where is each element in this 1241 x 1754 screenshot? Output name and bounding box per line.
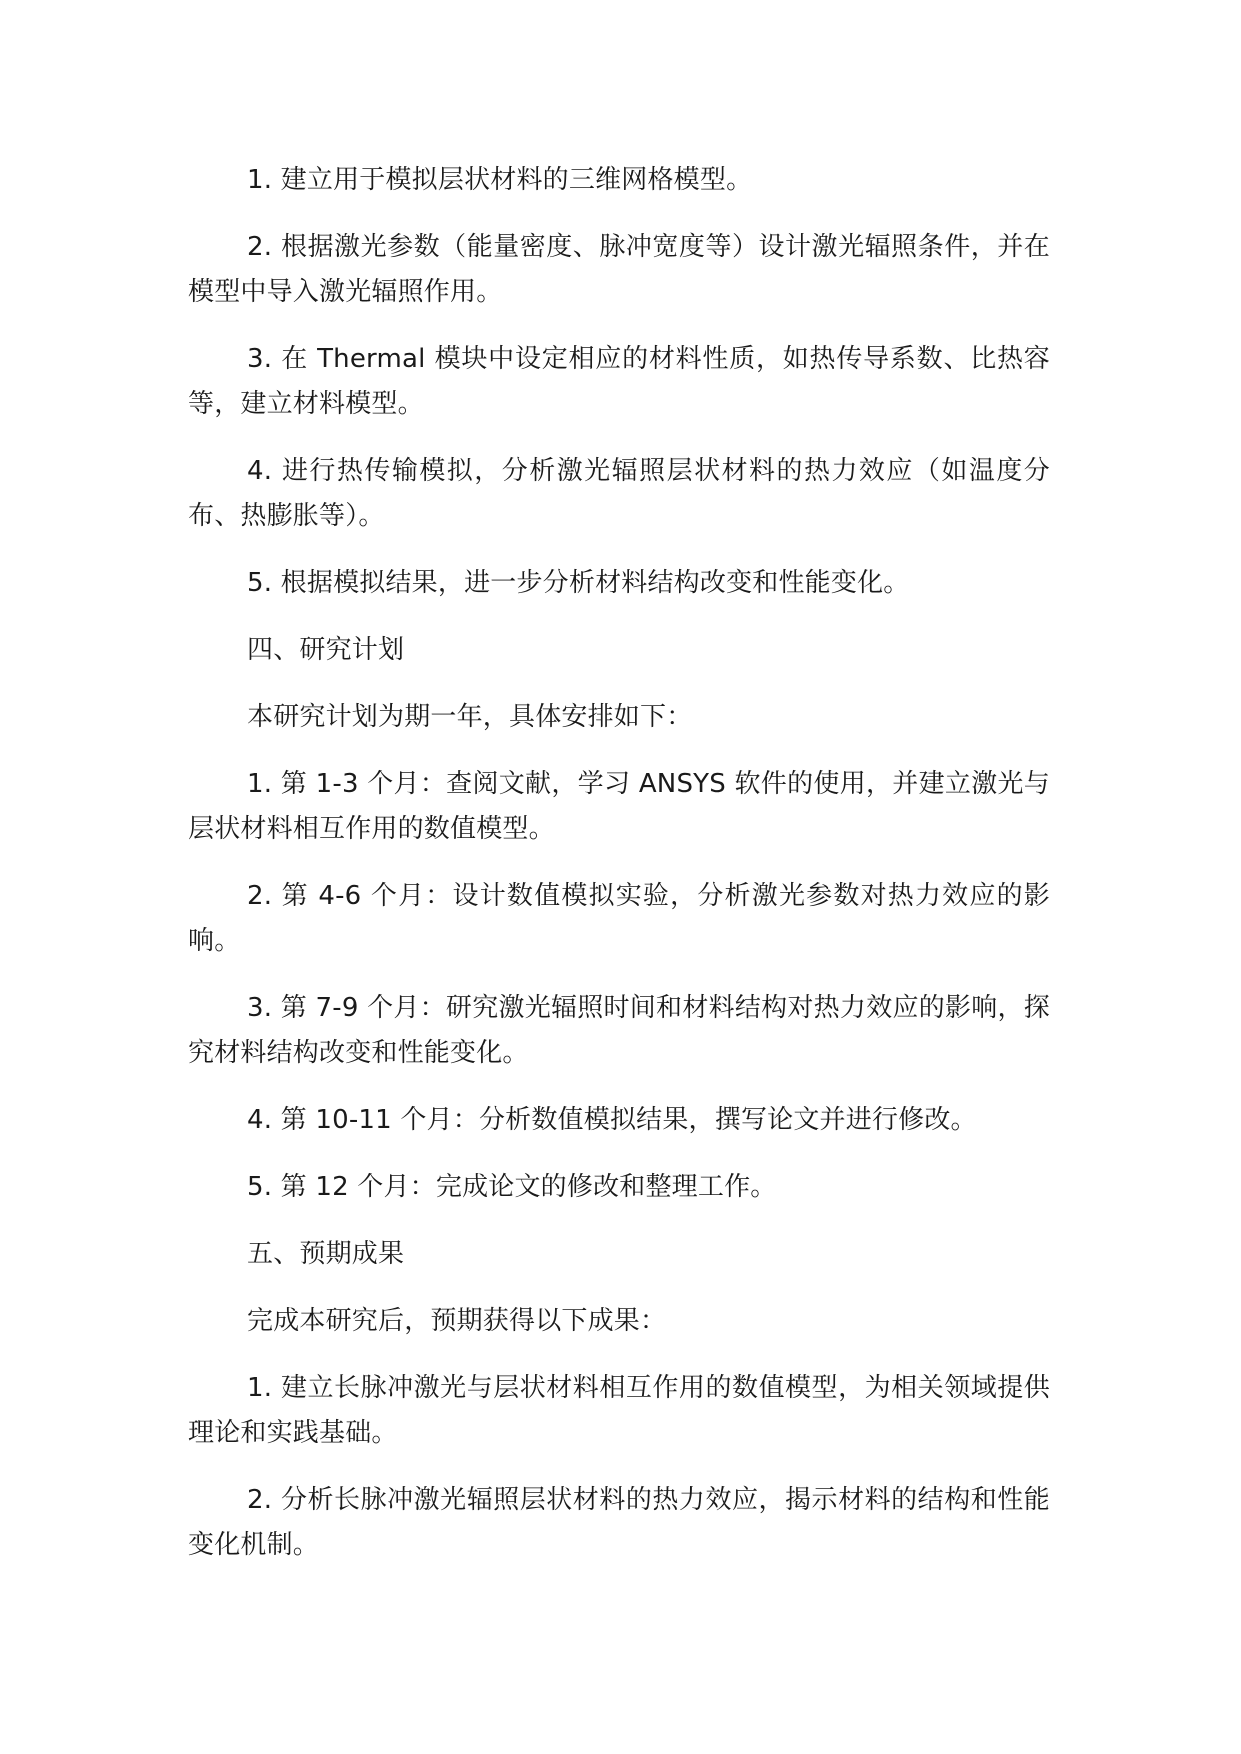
method-step-5: 5. 根据模拟结果，进一步分析材料结构改变和性能变化。 [247,568,910,598]
section-heading-plan: 四、研究计划 [247,635,405,665]
plan-item-5: 5. 第 12 个月：完成论文的修改和整理工作。 [247,1172,777,1202]
outcome-item-2: 2. 分析长脉冲激光辐照层状材料的热力效应，揭示材料的结构和性能变化机制。 [188,1485,1050,1560]
plan-item-1: 1. 第 1-3 个月：查阅文献，学习 ANSYS 软件的使用，并建立激光与层状材料相互作用的数值模型。 [188,769,1050,844]
plan-intro: 本研究计划为期一年，具体安排如下： [247,702,693,732]
plan-item-4: 4. 第 10-11 个月：分析数值模拟结果，撰写论文并进行修改。 [247,1105,977,1135]
outcome-item-1: 1. 建立长脉冲激光与层状材料相互作用的数值模型，为相关领域提供理论和实践基础。 [188,1373,1050,1448]
section-heading-outcomes: 五、预期成果 [247,1239,405,1269]
plan-item-3: 3. 第 7-9 个月：研究激光辐照时间和材料结构对热力效应的影响，探究材料结构改变和性能变化。 [188,993,1050,1068]
plan-item-2: 2. 第 4-6 个月：设计数值模拟实验，分析激光参数对热力效应的影响。 [188,881,1050,956]
method-step-3: 3. 在 Thermal 模块中设定相应的材料性质，如热传导系数、比热容等，建立材料模型。 [188,344,1050,419]
method-step-1: 1. 建立用于模拟层状材料的三维网格模型。 [247,165,753,195]
outcomes-intro: 完成本研究后，预期获得以下成果： [247,1306,667,1336]
method-step-2: 2. 根据激光参数（能量密度、脉冲宽度等）设计激光辐照条件，并在模型中导入激光辐照作用。 [188,232,1050,307]
method-step-4: 4. 进行热传输模拟，分析激光辐照层状材料的热力效应（如温度分布、热膨胀等）。 [188,456,1050,531]
document-page [188,158,1050,1590]
